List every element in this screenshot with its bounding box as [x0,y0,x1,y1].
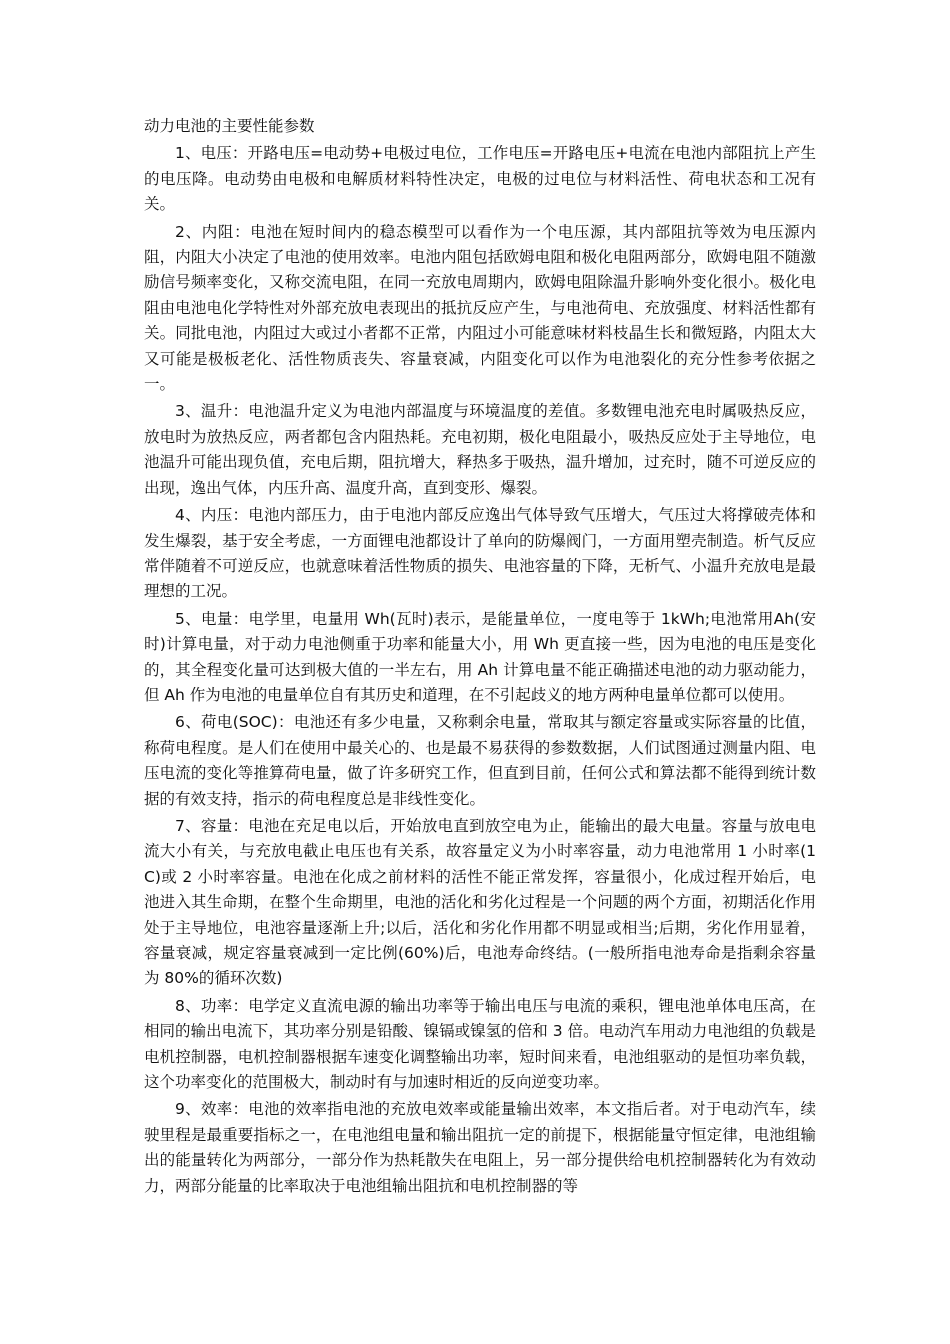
paragraph-capacity: 7、容量：电池在充足电以后，开始放电直到放空电为止，能输出的最大电量。容量与放电电流大小有关，与充放电截止电压也有关系，故容量定义为小时率容量，动力电池常用 1 小时率(1C)或 2 小时率容量。电池在化成之前材料的活性不能正常发挥，容量很小，化成过程开始后，电池进入其生命期，在整个生命期里，电池的活化和劣化过程是一个问题的两个方面，初期活化作用处于主导地位，电池容量逐渐上升;以后，活化和劣化作用都不明显或相当;后期，劣化作用显着，容量衰减，规定容量衰减到一定比例(60%)后，电池寿命终结。(一般所指电池寿命是指剩余容量为 80%的循环次数) [144,816,816,988]
paragraph-efficiency: 9、效率：电池的效率指电池的充放电效率或能量输出效率，本文指后者。对于电动汽车，续驶里程是最重要指标之一，在电池组电量和输出阻抗一定的前提下，根据能量守恒定律，电池组输出的能量转化为两部分，一部分作为热耗散失在电阻上，另一部分提供给电机控制器转化为有效动力，两部分能量的比率取决于电池组输出阻抗和电机控制器的等 [144,1100,816,1195]
paragraph-internal-resistance: 2、内阻：电池在短时间内的稳态模型可以看作为一个电压源，其内部阻抗等效为电压源内阻，内阻大小决定了电池的使用效率。电池内阻包括欧姆电阻和极化电阻两部分，欧姆电阻不随激励信号频率变化，又称交流电阻，在同一充放电周期内，欧姆电阻除温升影响外变化很小。极化电阻由电池电化学特性对外部充放电表现出的抵抗反应产生，与电池荷电、充放强度、材料活性都有关。同批电池，内阻过大或过小者都不正常，内阻过小可能意味材料枝晶生长和微短路，内阻太大又可能是极板老化、活性物质丧失、容量衰减，内阻变化可以作为电池裂化的充分性参考依据之一。 [144,222,816,394]
paragraph-temperature-rise: 3、温升：电池温升定义为电池内部温度与环境温度的差值。多数锂电池充电时属吸热反应，放电时为放热反应，两者都包含内阻热耗。充电初期，极化电阻最小，吸热反应处于主导地位，电池温升可能出现负值，充电后期，阻抗增大，释热多于吸热，温升增加，过充时，随不可逆反应的出现，逸出气体，内压升高、温度升高，直到变形、爆裂。 [144,402,816,497]
paragraph-soc: 6、荷电(SOC)：电池还有多少电量，又称剩余电量，常取其与额定容量或实际容量的比值，称荷电程度。是人们在使用中最关心的、也是最不易获得的参数数据，人们试图通过测量内阻、电压电流的变化等推算荷电量，做了许多研究工作，但直到目前，任何公式和算法都不能得到统计数据的有效支持，指示的荷电程度总是非线性变化。 [144,713,816,808]
paragraph-power: 8、功率：电学定义直流电源的输出功率等于输出电压与电流的乘积，锂电池单体电压高，在相同的输出电流下，其功率分别是铅酸、镍镉或镍氢的倍和 3 倍。电动汽车用动力电池组的负载是电机控制器，电机控制器根据车速变化调整输出功率，短时间来看，电池组驱动的是恒功率负载，这个功率变化的范围极大，制动时有与加速时相近的反向逆变功率。 [144,996,816,1092]
paragraph-internal-pressure: 4、内压：电池内部压力，由于电池内部反应逸出气体导致气压增大，气压过大将撑破壳体和发生爆裂，基于安全考虑，一方面锂电池都设计了单向的防爆阀门，一方面用塑壳制造。析气反应常伴随着不可逆反应，也就意味着活性物质的损失、电池容量的下降，无析气、小温升充放电是最理想的工况。 [144,506,816,601]
paragraph-voltage: 1、电压：开路电压=电动势+电极过电位，工作电压=开路电压+电流在电池内部阻抗上产生的电压降。电动势由电极和电解质材料特性决定，电极的过电位与材料活性、荷电状态和工况有关。 [144,144,816,214]
document-page [144,114,816,1199]
paragraph-energy: 5、电量：电学里，电量用 Wh(瓦时)表示，是能量单位，一度电等于 1kWh;电池常用Ah(安时)计算电量，对于动力电池侧重于功率和能量大小，用 Wh 更直接一些，因为电池的电压是变化的，其全程变化量可达到极大值的一半左右，用 Ah 计算电量不能正确描述电池的动力驱动能力，但 Ah 作为电池的电量单位自有其历史和道理，在不引起歧义的地方两种电量单位都可以使用。 [144,609,816,704]
document-title: 动力电池的主要性能参数 [144,117,315,135]
